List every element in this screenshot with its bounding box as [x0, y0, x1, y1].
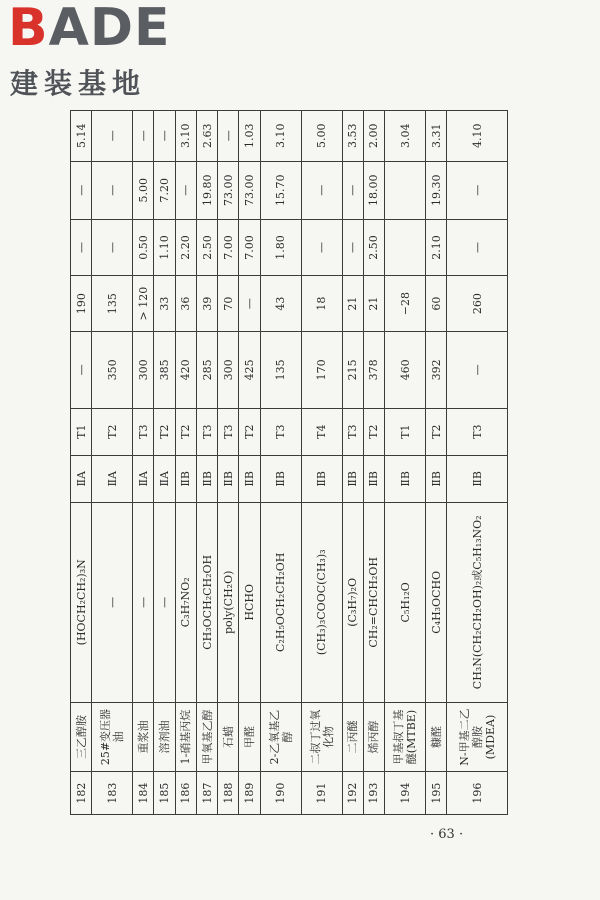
- table-cell: ⅡB: [196, 455, 217, 502]
- table-cell: 385: [154, 332, 175, 408]
- table-cell: CH₂=CHCH₂OH: [363, 502, 384, 702]
- table-cell: 18.00: [363, 161, 384, 219]
- table-cell: ⅡB: [218, 455, 239, 502]
- table-cell: ⅡB: [363, 455, 384, 502]
- table-cell: T3: [260, 408, 301, 455]
- table-cell: T3: [196, 408, 217, 455]
- table-cell: ⅡB: [447, 455, 508, 502]
- table-cell: —: [154, 111, 175, 162]
- table-cell: —: [447, 332, 508, 408]
- table-row: [175, 111, 196, 815]
- table-cell: 4.10: [447, 111, 508, 162]
- table-cell: T2: [239, 408, 260, 455]
- table-cell: —: [301, 219, 342, 275]
- table-cell: 182: [71, 772, 92, 815]
- table-cell: C₃H₇NO₂: [175, 502, 196, 702]
- table-cell: —: [301, 161, 342, 219]
- table-cell: ⅡB: [425, 455, 446, 502]
- table-cell: 191: [301, 772, 342, 815]
- table-cell: 170: [301, 332, 342, 408]
- table-cell: 5.00: [301, 111, 342, 162]
- table-cell: 5.14: [71, 111, 92, 162]
- table-cell: N-甲基二乙醇胺(MDEA): [447, 702, 508, 772]
- table-cell: 溶剂油: [154, 702, 175, 772]
- table-cell: 196: [447, 772, 508, 815]
- table-cell: (C₃H₇)₂O: [342, 502, 363, 702]
- table-cell: 260: [447, 276, 508, 332]
- table-cell: 1-硝基丙烷: [175, 702, 196, 772]
- table-cell: > 120: [133, 276, 154, 332]
- table-row: [425, 111, 446, 815]
- table-cell: —: [154, 502, 175, 702]
- table-cell: 2.50: [196, 219, 217, 275]
- table-cell: 420: [175, 332, 196, 408]
- table-cell: 285: [196, 332, 217, 408]
- table-row: [92, 111, 133, 815]
- table-cell: 7.00: [239, 219, 260, 275]
- table-cell: T3: [218, 408, 239, 455]
- table-row: [260, 111, 301, 815]
- table-cell: —: [92, 111, 133, 162]
- table-cell: 2.63: [196, 111, 217, 162]
- table-cell: ⅡA: [71, 455, 92, 502]
- table-cell: C₄H₃OCHO: [425, 502, 446, 702]
- table-cell: 300: [133, 332, 154, 408]
- table-cell: T2: [363, 408, 384, 455]
- table-cell: 3.10: [260, 111, 301, 162]
- table-cell: 188: [218, 772, 239, 815]
- table-cell: 7.00: [218, 219, 239, 275]
- table-cell: 33: [154, 276, 175, 332]
- table-cell: 193: [363, 772, 384, 815]
- table-cell: C₅H₁₂O: [385, 502, 426, 702]
- page-number: · 63 ·: [430, 827, 464, 842]
- table-cell: ⅡB: [385, 455, 426, 502]
- table-cell: (CH₃)₃COOC(CH₃)₃: [301, 502, 342, 702]
- table-cell: (HOCH₂CH₂)₃N: [71, 502, 92, 702]
- table-cell: —: [92, 502, 133, 702]
- table-cell: 350: [92, 332, 133, 408]
- table-cell: 190: [71, 276, 92, 332]
- table-cell: 2.50: [363, 219, 384, 275]
- table-cell: 1.80: [260, 219, 301, 275]
- table-row: [218, 111, 239, 815]
- table-cell: CH₃N(CH₂CH₂OH)₂或C₅H₁₃NO₂: [447, 502, 508, 702]
- table-cell: ⅡA: [92, 455, 133, 502]
- table-cell: —: [92, 161, 133, 219]
- table-cell: 25#变压器油: [92, 702, 133, 772]
- table-cell: 2-乙氧基乙醇: [260, 702, 301, 772]
- logo-wordmark: BADE: [8, 0, 171, 58]
- table-cell: —: [447, 219, 508, 275]
- table-cell: 73.00: [239, 161, 260, 219]
- table-cell: 糠醛: [425, 702, 446, 772]
- table-cell: T2: [92, 408, 133, 455]
- table-cell: 三乙醇胺: [71, 702, 92, 772]
- table-cell: 70: [218, 276, 239, 332]
- table-cell: poly(CH₂O): [218, 502, 239, 702]
- table-cell: —: [71, 332, 92, 408]
- table-cell: 0.50: [133, 219, 154, 275]
- chemical-properties-table: [70, 110, 508, 815]
- table-cell: T2: [175, 408, 196, 455]
- table-cell: 烯丙醇: [363, 702, 384, 772]
- table-cell: 21: [363, 276, 384, 332]
- table-cell: ⅡA: [133, 455, 154, 502]
- bade-logo: [8, 0, 198, 100]
- table-row: [239, 111, 260, 815]
- table-cell: 15.70: [260, 161, 301, 219]
- table-cell: 重浆油: [133, 702, 154, 772]
- table-cell: 二叔丁过氧化物: [301, 702, 342, 772]
- table-cell: T2: [425, 408, 446, 455]
- table-cell: —: [447, 161, 508, 219]
- rotated-table-container: [70, 110, 508, 815]
- table-cell: T3: [447, 408, 508, 455]
- table-cell: —: [92, 219, 133, 275]
- table-cell: 7.20: [154, 161, 175, 219]
- table-cell: 1.10: [154, 219, 175, 275]
- table-cell: T3: [342, 408, 363, 455]
- table-cell: 39: [196, 276, 217, 332]
- table-cell: 3.31: [425, 111, 446, 162]
- table-cell: T1: [385, 408, 426, 455]
- table-cell: —: [71, 219, 92, 275]
- table-cell: T1: [71, 408, 92, 455]
- table-cell: 5.00: [133, 161, 154, 219]
- table-cell: 21: [342, 276, 363, 332]
- table-cell: CH₃OCH₂CH₂OH: [196, 502, 217, 702]
- table-cell: 187: [196, 772, 217, 815]
- table-cell: HCHO: [239, 502, 260, 702]
- table-cell: T2: [154, 408, 175, 455]
- table-cell: 135: [260, 332, 301, 408]
- table-row: [342, 111, 363, 815]
- table-cell: T3: [133, 408, 154, 455]
- table-cell: —: [342, 161, 363, 219]
- table-cell: ⅡB: [301, 455, 342, 502]
- table-cell: 185: [154, 772, 175, 815]
- table-area: [70, 110, 508, 815]
- table-cell: 184: [133, 772, 154, 815]
- table-cell: 3.04: [385, 111, 426, 162]
- table-row: [196, 111, 217, 815]
- table-row: [447, 111, 508, 815]
- table-cell: −28: [385, 276, 426, 332]
- table-cell: —: [342, 219, 363, 275]
- table-cell: 18: [301, 276, 342, 332]
- table-cell: 2.00: [363, 111, 384, 162]
- table-row: [133, 111, 154, 815]
- table-cell: 甲醛: [239, 702, 260, 772]
- table-cell: ⅡB: [175, 455, 196, 502]
- table-cell: —: [218, 111, 239, 162]
- table-cell: 石蜡: [218, 702, 239, 772]
- table-row: [154, 111, 175, 815]
- table-cell: 194: [385, 772, 426, 815]
- table-cell: 460: [385, 332, 426, 408]
- table-cell: 1.03: [239, 111, 260, 162]
- table-cell: 190: [260, 772, 301, 815]
- table-cell: C₂H₅OCH₂CH₂OH: [260, 502, 301, 702]
- table-cell: —: [133, 502, 154, 702]
- table-cell: 425: [239, 332, 260, 408]
- table-cell: —: [175, 161, 196, 219]
- table-cell: 19.30: [425, 161, 446, 219]
- table-cell: 甲基叔丁基醚(MTBE): [385, 702, 426, 772]
- table-cell: 195: [425, 772, 446, 815]
- table-cell: [385, 161, 426, 219]
- table-cell: 2.10: [425, 219, 446, 275]
- table-cell: —: [71, 161, 92, 219]
- table-cell: 192: [342, 772, 363, 815]
- table-cell: 2.20: [175, 219, 196, 275]
- table-row: [301, 111, 342, 815]
- table-cell: 215: [342, 332, 363, 408]
- table-cell: —: [239, 276, 260, 332]
- table-row: [363, 111, 384, 815]
- table-cell: 19.80: [196, 161, 217, 219]
- table-cell: ⅡA: [154, 455, 175, 502]
- table-cell: ⅡB: [342, 455, 363, 502]
- table-cell: 36: [175, 276, 196, 332]
- table-cell: —: [133, 111, 154, 162]
- table-cell: 甲氧基乙醇: [196, 702, 217, 772]
- table-cell: 183: [92, 772, 133, 815]
- table-cell: ⅡB: [260, 455, 301, 502]
- table-cell: 300: [218, 332, 239, 408]
- table-cell: 3.53: [342, 111, 363, 162]
- table-cell: 135: [92, 276, 133, 332]
- table-cell: ⅡB: [239, 455, 260, 502]
- logo-subtitle: 建装基地: [10, 67, 147, 100]
- table-cell: 60: [425, 276, 446, 332]
- table-cell: 二丙醚: [342, 702, 363, 772]
- table-row: [385, 111, 426, 815]
- table-cell: 189: [239, 772, 260, 815]
- table-cell: T4: [301, 408, 342, 455]
- table-cell: 392: [425, 332, 446, 408]
- table-cell: 43: [260, 276, 301, 332]
- table-cell: 378: [363, 332, 384, 408]
- table-cell: 3.10: [175, 111, 196, 162]
- table-cell: [385, 219, 426, 275]
- table-row: [71, 111, 92, 815]
- table-cell: 73.00: [218, 161, 239, 219]
- table-cell: 186: [175, 772, 196, 815]
